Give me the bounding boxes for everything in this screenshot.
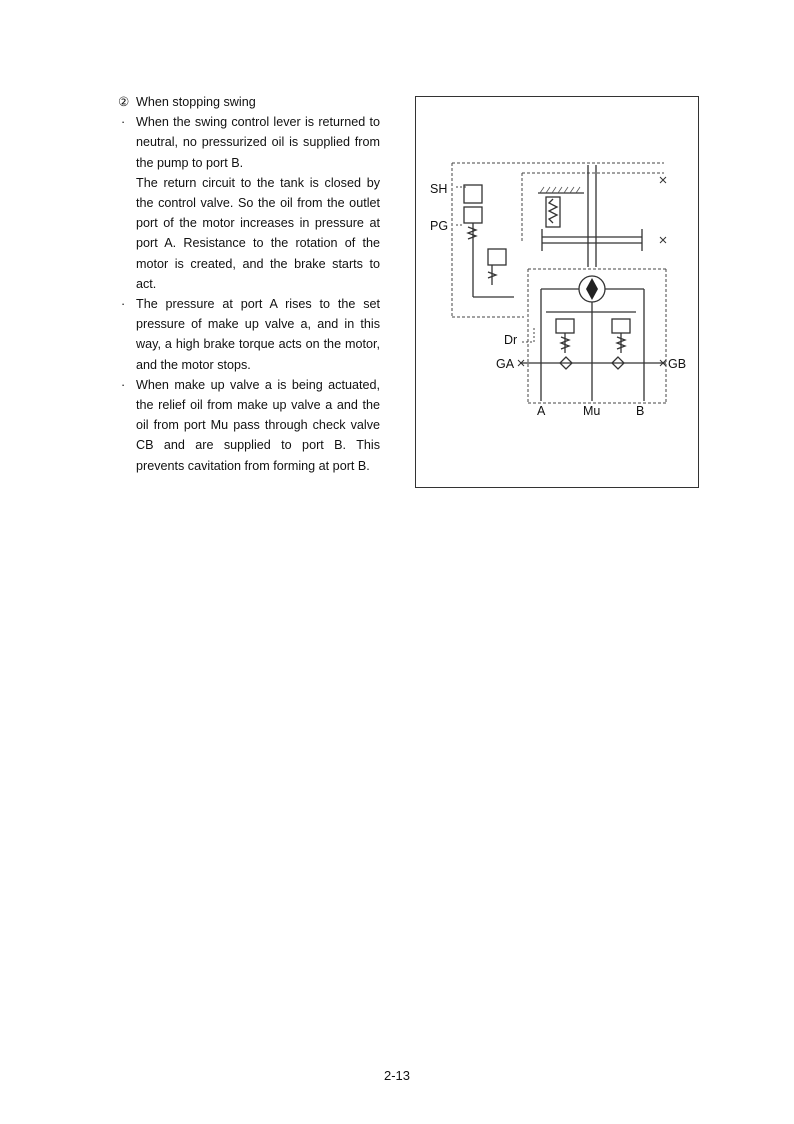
bullet: ·	[121, 297, 126, 312]
label-port-mu: Mu	[583, 404, 601, 418]
page-number: 2-13	[383, 1068, 411, 1083]
section-number: ②	[118, 95, 130, 109]
paragraph-line: When make up valve a is being actuated, the relief oil from make up valve a and the oil from port Mu pass through check valve CB and are supplied to port B. This prevents cavitation from forming at port B.	[136, 377, 380, 473]
bullet: ·	[121, 115, 126, 130]
paragraph-line: When the swing control lever is returned to neutral, no pressurized oil is supplied from the pump to port B.	[136, 115, 380, 170]
paragraph-1	[118, 112, 380, 294]
paragraph-body	[136, 375, 380, 476]
paragraph-line: The pressure at port A rises to the set pressure of make up valve a, and in this way, a high brake torque acts on the motor, and the motor stops.	[136, 297, 380, 372]
bullet: ·	[121, 377, 126, 392]
label-port-b: B	[636, 404, 645, 418]
paragraph-body	[136, 294, 380, 375]
paragraph-2	[118, 294, 380, 375]
section-heading-text: When stopping swing	[136, 95, 256, 109]
label-sh: SH	[430, 182, 448, 196]
text-column	[118, 92, 380, 476]
label-dr: Dr	[504, 333, 518, 347]
hydraulic-diagram-frame	[415, 96, 699, 488]
section-heading	[118, 92, 380, 112]
paragraph-3	[118, 375, 380, 476]
label-port-a: A	[537, 404, 546, 418]
paragraph-line: The return circuit to the tank is closed by the control valve. So the oil from the outlet port of the motor increases in pressure at port A. Resistance to the rotation of the motor is created, and the brake starts to act.	[136, 175, 380, 291]
label-pg: PG	[430, 219, 449, 233]
label-ga: GA	[496, 357, 515, 371]
hydraulic-circuit-diagram	[416, 97, 700, 489]
label-gb: GB	[668, 357, 687, 371]
paragraph-body	[136, 112, 380, 294]
